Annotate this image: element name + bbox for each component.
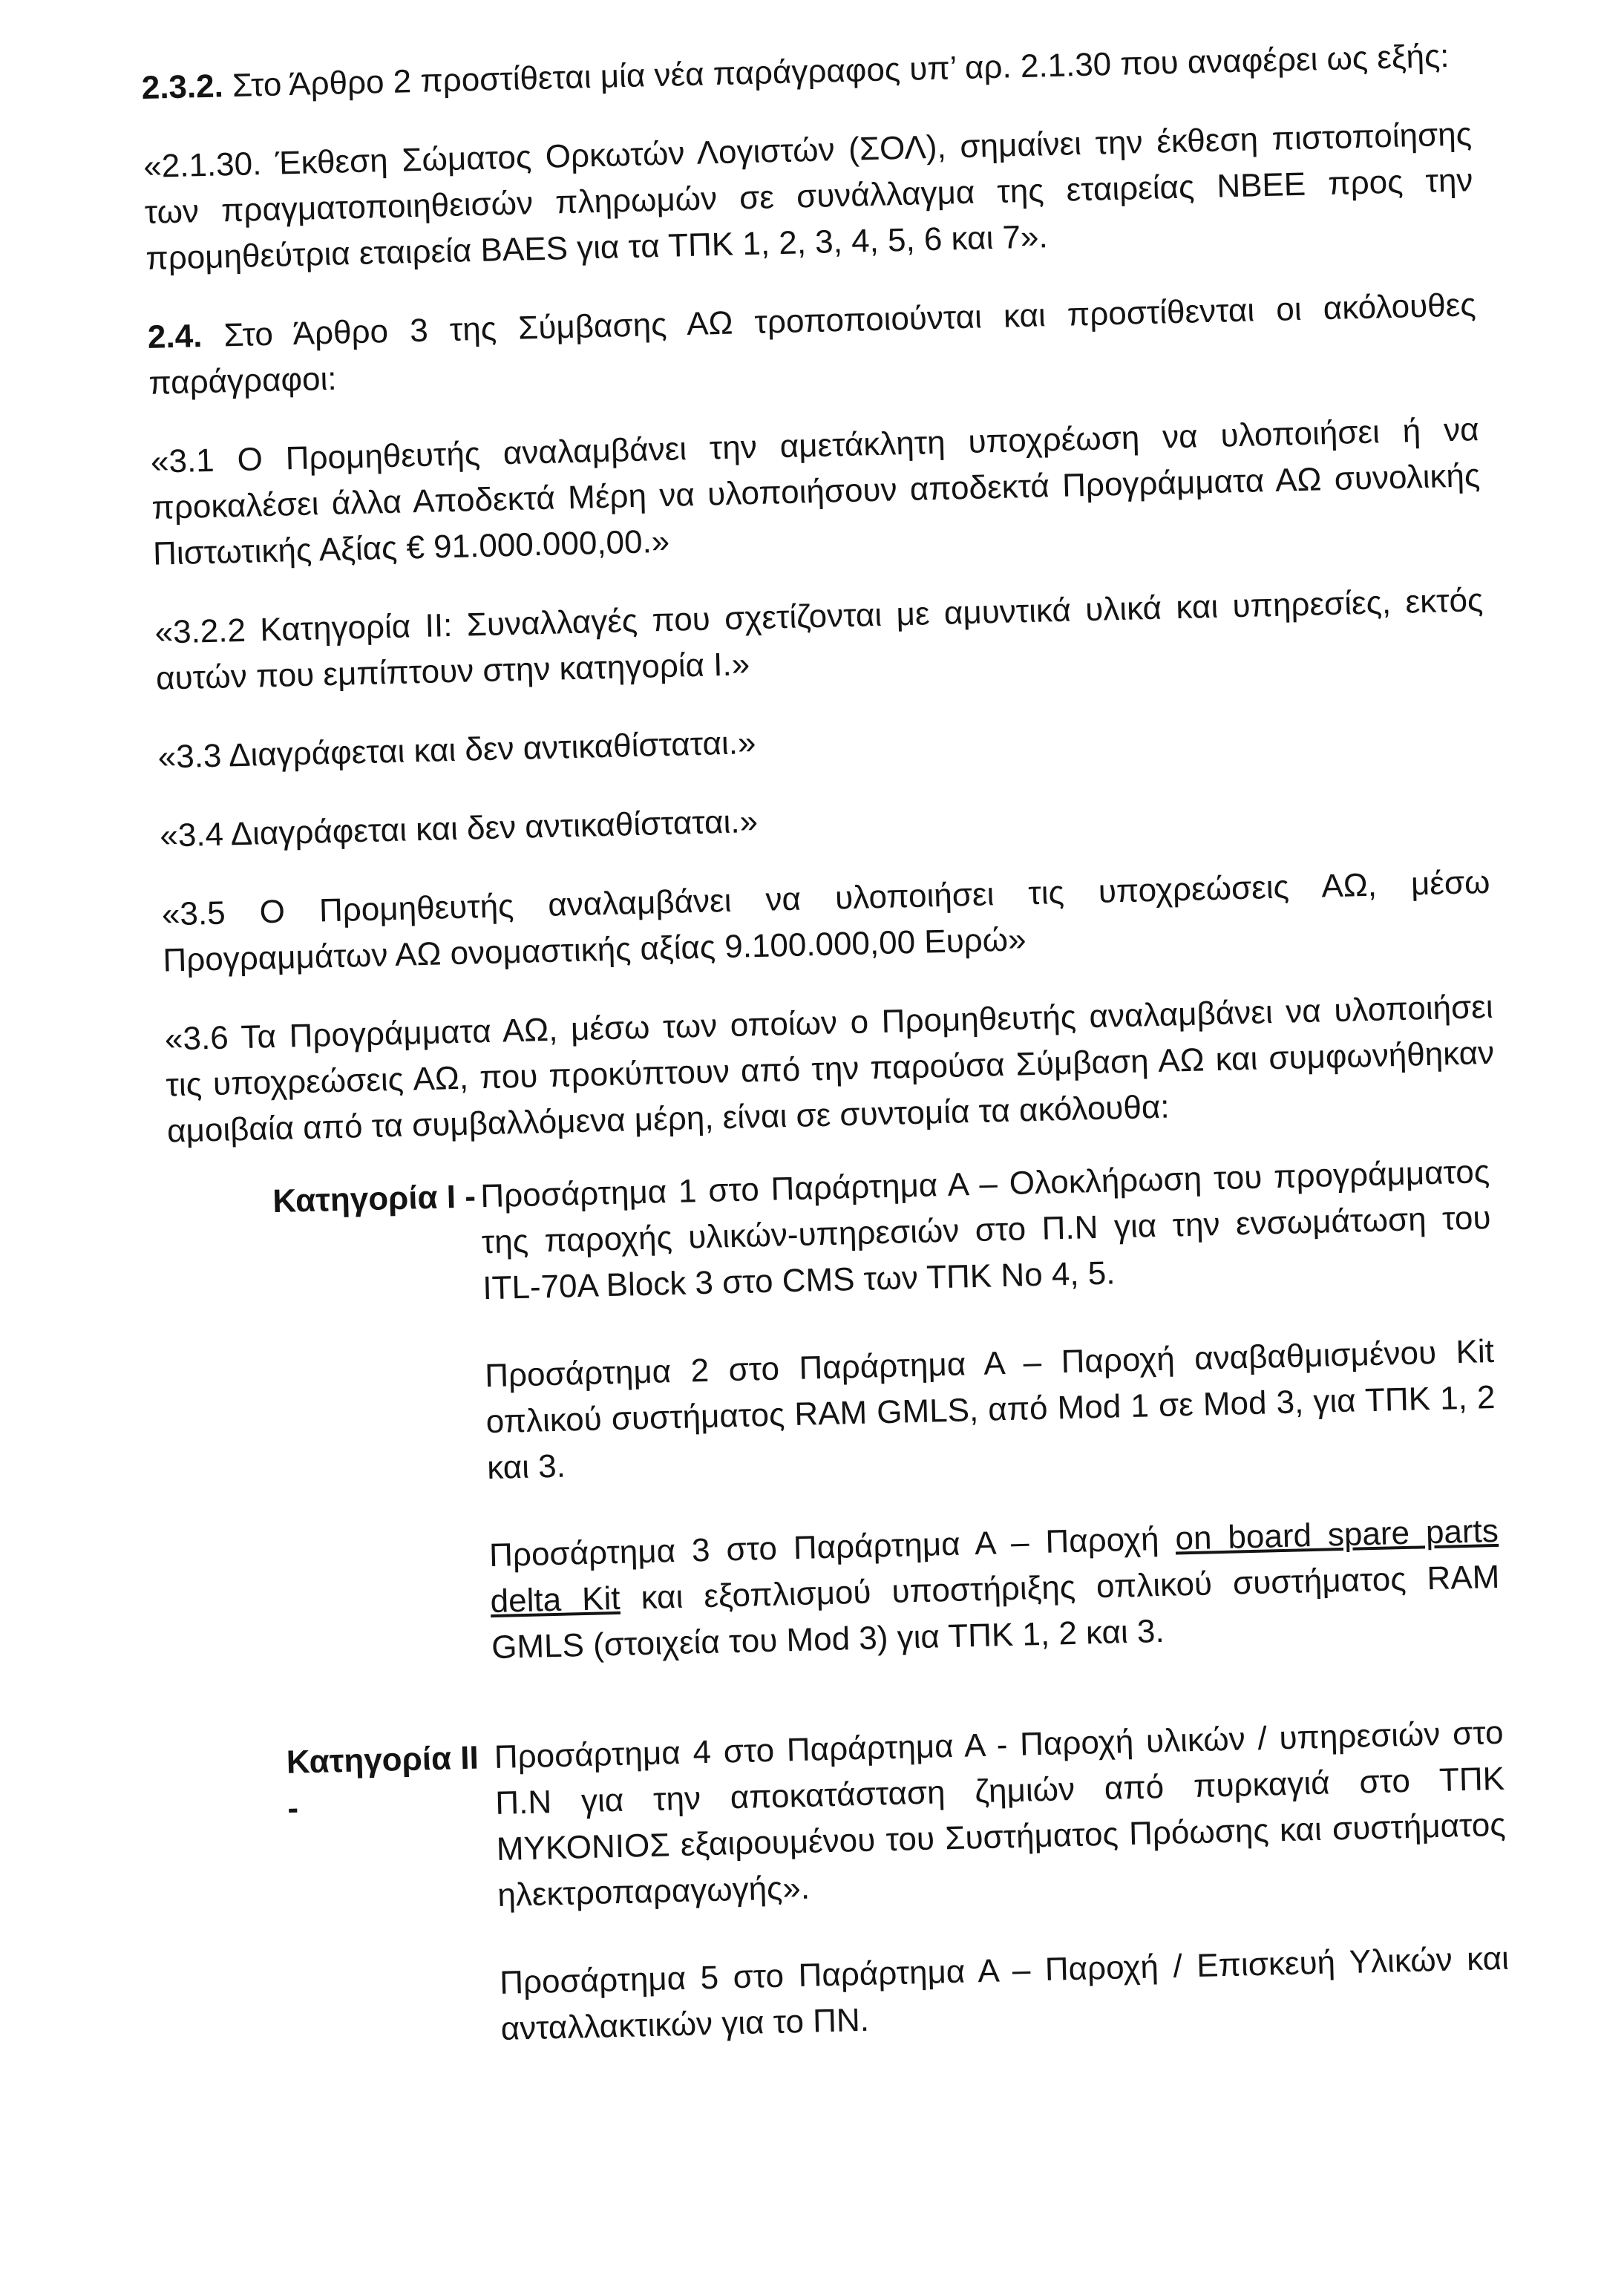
category-1-block [168, 1149, 1510, 1721]
section-number-2-4: 2.4. [147, 318, 203, 356]
appendix-2-item: Προσάρτημα 2 στο Παράρτημα Α – Παροχή αναβαθμισμένου Kit οπλικού συστήματος RAM GMLS, από Mod 1 σε Mod 3, για ΤΠΚ 1, 2 και 3. [484, 1332, 1496, 1487]
quote-3-3: «3.3 Διαγράφεται και δεν αντικαθίσταται.» [157, 724, 756, 776]
appendix-1-item: Προσάρτημα 1 στο Παράρτημα Α – Ολοκλήρωση του προγράμματος της παροχής υλικών-υπηρεσιών στο Π.Ν για την ενσωμάτωση του ITL-70A Block 3 στο CMS των ΤΠΚ Νο 4, 5. [479, 1153, 1492, 1307]
appendix-5-item: Προσάρτημα 5 στο Παράρτημα Α – Παροχή / Επισκευή Υλικών και ανταλλακτικών για το ΠΝ. [499, 1940, 1510, 2047]
category-2-label: Κατηγορία II - [286, 1739, 479, 1827]
category-1-label: Κατηγορία I - [272, 1178, 477, 1220]
paragraph-2-3-2 [141, 33, 1470, 111]
quote-3-2-2: «3.2.2 Κατηγορία II: Συναλλαγές που σχετίζονται με αμυντικά υλικά και υπηρεσίες, εκτός αυτών που εμπίπτουν στην κατηγορία I.» [154, 582, 1484, 697]
category-1-items [480, 1149, 1510, 1712]
quote-3-4: «3.4 Διαγράφεται και δεν αντικαθίσταται.» [159, 803, 759, 854]
quote-3-6: «3.6 Τα Προγράμματα ΑΩ, μέσω των οποίων ο Προμηθευτής αναλαμβάνει να υλοποιήσει τις υποχρεώσεις ΑΩ, που προκύπτουν από την παρούσα Σύμβαση ΑΩ και συμφωνήθηκαν αμοιβαία από τα συμβαλλόμενα μέρη, είναι σε συντομία τα ακόλουθα: [164, 988, 1495, 1150]
appendix-3-suffix: και εξοπλισμού υποστήριξης οπλικού συστήματος RAM GMLS (στοιχεία του Mod 3) για ΤΠΚ 1, 2 και 3. [491, 1558, 1500, 1666]
paragraph-2-4 [147, 282, 1477, 407]
category-2-items [494, 1710, 1519, 2094]
quote-3-1: «3.1 Ο Προμηθευτής αναλαμβάνει την αμετάκλητη υποχρέωση να υλοποιήσει ή να προκαλέσει άλλα Αποδεκτά Μέρη να υλοποιήσουν αποδεκτά Προγράμματα ΑΩ συνολικής Πιστωτικής Αξίας € 91.000.000,00.» [150, 411, 1481, 572]
category-2-block [182, 1710, 1519, 2102]
section-number-2-3-2: 2.3.2. [141, 68, 224, 106]
section-text-2-4: Στο Άρθρο 3 της Σύμβασης ΑΩ τροποποιούνται και προστίθενται οι ακόλουθες παράγραφοι: [148, 287, 1477, 402]
quote-2-1-30: «2.1.30. Έκθεση Σώματος Ορκωτών Λογιστών (ΣΟΛ), σημαίνει την έκθεση πιστοποίησης των πραγματοποιηθεισών πληρωμών σε συνάλλαγμα της εταιρείας ΝΒΕΕ προς την προμηθεύτρια εταιρεία BAES για τα ΤΠΚ 1, 2, 3, 4, 5, 6 και 7». [143, 116, 1473, 277]
appendix-3-underlined-delta-kit: delta Kit [490, 1580, 621, 1620]
document-body [141, 33, 1519, 2101]
appendix-3-prefix: Προσάρτημα 3 στο Παράρτημα Α – Παροχή [488, 1520, 1176, 1574]
appendix-4-item: Προσάρτημα 4 στο Παράρτημα Α - Παροχή υλικών / υπηρεσιών στο Π.Ν για την αποκατάσταση ζημιών από πυρκαγιά στο ΤΠΚ ΜΥΚΟΝΙΟΣ εξαιρουμένου του Συστήματος Πρόωσης και συστήματος ηλεκτροπαραγωγής». [494, 1714, 1507, 1914]
section-text-2-3-2: Στο Άρθρο 2 προστίθεται μία νέα παράγραφος υπ’ αρ. 2.1.30 που αναφέρει ως εξής: [223, 37, 1450, 105]
appendix-3-underlined-spare-parts: on board spare parts [1174, 1512, 1499, 1557]
appendix-3-item [488, 1508, 1501, 1671]
quote-3-5: «3.5 Ο Προμηθευτής αναλαμβάνει να υλοποιήσει τις υποχρεώσεις ΑΩ, μέσω Προγραμμάτων ΑΩ ονομαστικής αξίας 9.100.000,00 Ευρώ» [161, 863, 1491, 979]
